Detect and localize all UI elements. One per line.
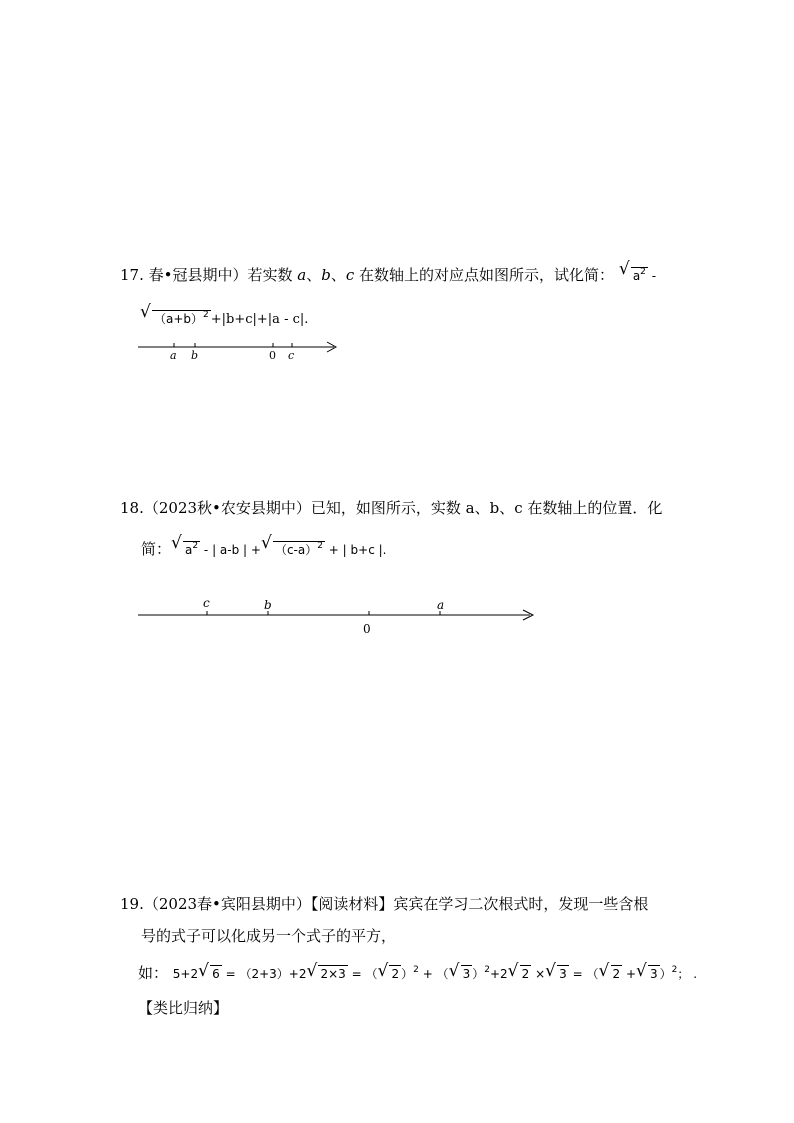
q17-sep: 、 [306,266,322,284]
q18-axis-label-b: b [264,598,272,612]
q17-axis-label-0: 0 [269,349,276,362]
q18-expression: √ $a^2$ - | a-b | +√ $(c-a)^2$ + | b+c |. [171,543,386,557]
q17-var-a: a [297,266,307,284]
q17-sqrt-a2: √ $a^2$ - [619,269,656,283]
q19-example-prefix: 如： [138,964,169,982]
q17-var-c: c [345,266,355,284]
q18-number-line [130,592,550,642]
q17-axis-label-c: c [288,349,295,362]
q17-number-line [130,335,350,367]
q17-sep: 、 [330,266,346,284]
q17-axis-label-a: a [170,349,177,362]
q19-example [138,960,697,984]
q18-axis-label-c: c [203,596,210,610]
q18-axis-label-a: a [437,598,445,612]
q17-line2 [140,305,308,330]
q17-line1 [120,262,656,286]
q17-tail: +|b+c|+|a - c|. [210,312,309,327]
q17-text-prefix: 17. 春•冠县期中）若实数 [120,266,298,284]
q19-line1: 19.（2023春•宾阳县期中）【阅读材料】宾宾在学习二次根式时，发现一些含根 [120,895,649,913]
q17-sqrt-ab2: √ $(a+b)^2$ [140,312,211,326]
q18-prefix: 简： [141,540,172,558]
q19-heading: 【类比归纳】 [138,999,229,1017]
q17-text-mid: 在数轴上的对应点如图所示，试化简： [354,266,615,284]
q19-line2: 号的式子可以化成另一个式子的平方， [141,927,397,945]
q17-var-b: b [321,266,331,284]
q18-line2 [141,536,386,560]
q18-axis-label-0: 0 [363,622,371,636]
q19-example-formula: 5+2√ 6 = （2+3）+2√ 2×3 = （√ 2 ）$^2$ + （√ 3 ）$^2$+2√ 2 ×√ 3 = （√ 2 +√ 3 ）$^2$； . [173,967,697,981]
q18-line1: 18.（2023秋•农安县期中）已知，如图所示，实数 a、b、c 在数轴上的位置．化 [120,499,663,517]
q17-axis-label-b: b [191,349,199,362]
